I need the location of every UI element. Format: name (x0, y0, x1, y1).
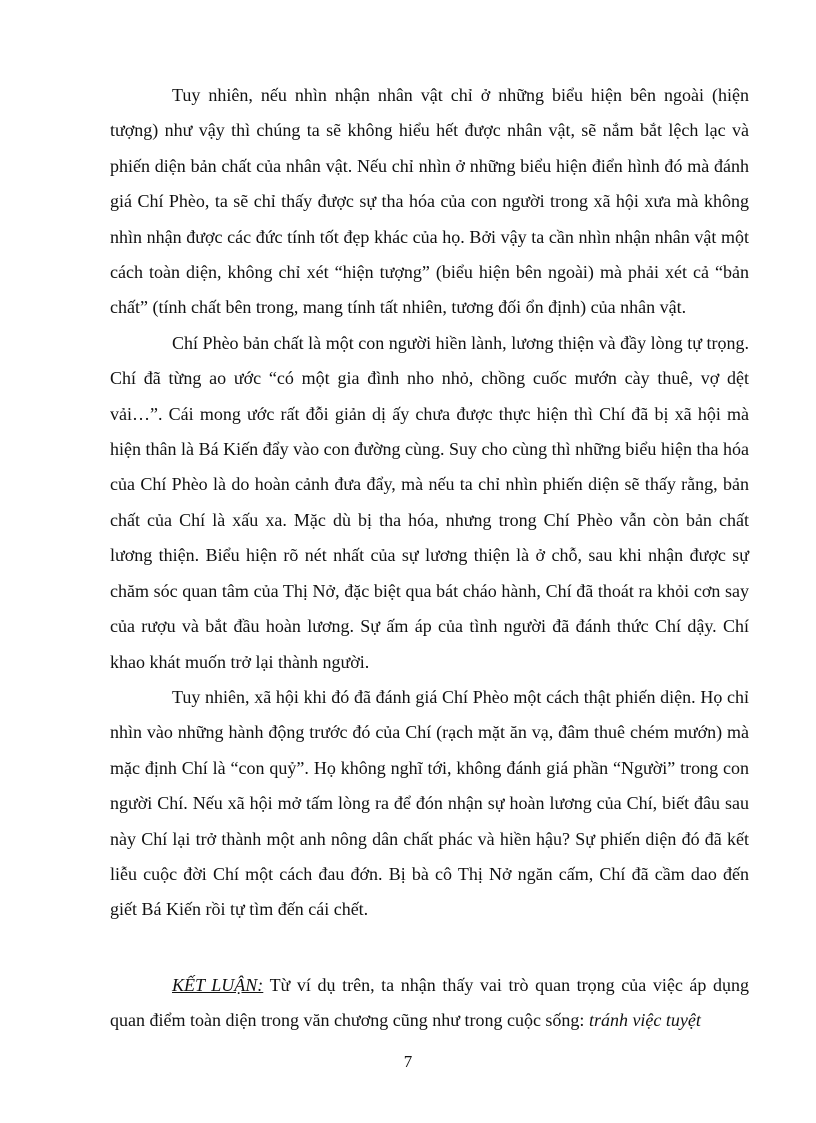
conclusion-tail: tránh việc tuyệt (584, 1010, 701, 1031)
page-number: 7 (403, 1052, 413, 1071)
conclusion-label: KẾT LUẬN: (172, 975, 264, 995)
paragraph-society-judgement: Tuy nhiên, xã hội khi đó đã đánh giá Chí Phèo một cách thật phiến diện. Họ chỉ nhìn vào những hành động trước đó của Chí (rạch mặt ăn vạ, đâm thuê chém mướn) mà mặc định Chí là “con quỷ”. Họ không nghĩ tới, không đánh giá phần “Người” trong con người Chí. Nếu xã hội mở tấm lòng ra để đón nhận sự hoàn lương của Chí, biết đâu sau này Chí lại trở thành một anh nông dân chất phác và hiền hậu? Sự phiến diện đó đã kết liễu cuộc đời Chí một cách đau đớn. Bị bà cô Thị Nở ngăn cấm, Chí đã cầm dao đến giết Bá Kiến rồi tự tìm đến cái chết. (110, 686, 749, 920)
conclusion-text: Từ ví dụ trên, ta nhận thấy vai trò quan trọng của việc áp dụng quan điểm toàn diện trong văn chương cũng như trong cuộc sống: (110, 975, 749, 1031)
paragraph-appearance-vs-essence: Tuy nhiên, nếu nhìn nhận nhân vật chỉ ở những biểu hiện bên ngoài (hiện tượng) như vậy thì chúng ta sẽ không hiểu hết được nhân vật, sẽ nắm bắt lệch lạc và phiến diện bản chất của nhân vật. Nếu chỉ nhìn ở những biểu hiện điển hình đó mà đánh giá Chí Phèo, ta sẽ chỉ thấy được sự tha hóa của con người trong xã hội xưa mà không nhìn nhận được các đức tính tốt đẹp khác của họ. Bởi vậy ta cần nhìn nhận nhân vật một cách toàn diện, không chỉ xét “hiện tượng” (biểu hiện bên ngoài) mà phải xét cả “bản chất” (tính chất bên trong, mang tính tất nhiên, tương đối ổn định) của nhân vật. (110, 85, 749, 318)
conclusion-paragraph (110, 968, 749, 1039)
body-text (110, 78, 749, 928)
paragraph-chi-pheo-nature: Chí Phèo bản chất là một con người hiền lành, lương thiện và đầy lòng tự trọng. Chí đã từng ao ước “có một gia đình nho nhỏ, chồng cuốc mướn cày thuê, vợ dệt vải…”. Cái mong ước rất đỗi giản dị ấy chưa được thực hiện thì Chí đã bị xã hội mà hiện thân là Bá Kiến đẩy vào con đường cùng. Suy cho cùng thì những biểu hiện tha hóa của Chí Phèo là do hoàn cảnh đưa đẩy, mà nếu ta chỉ nhìn phiến diện sẽ thấy rằng, bản chất của Chí là xấu xa. Mặc dù bị tha hóa, nhưng trong Chí Phèo vẫn còn bản chất lương thiện. Biểu hiện rõ nét nhất của sự lương thiện là ở chỗ, sau khi nhận được sự chăm sóc quan tâm của Thị Nở, đặc biệt qua bát cháo hành, Chí đã thoát ra khỏi cơn say của rượu và bắt đầu hoàn lương. Sự ấm áp của tình người đã đánh thức Chí dậy. Chí khao khát muốn trở lại thành người. (110, 332, 749, 672)
